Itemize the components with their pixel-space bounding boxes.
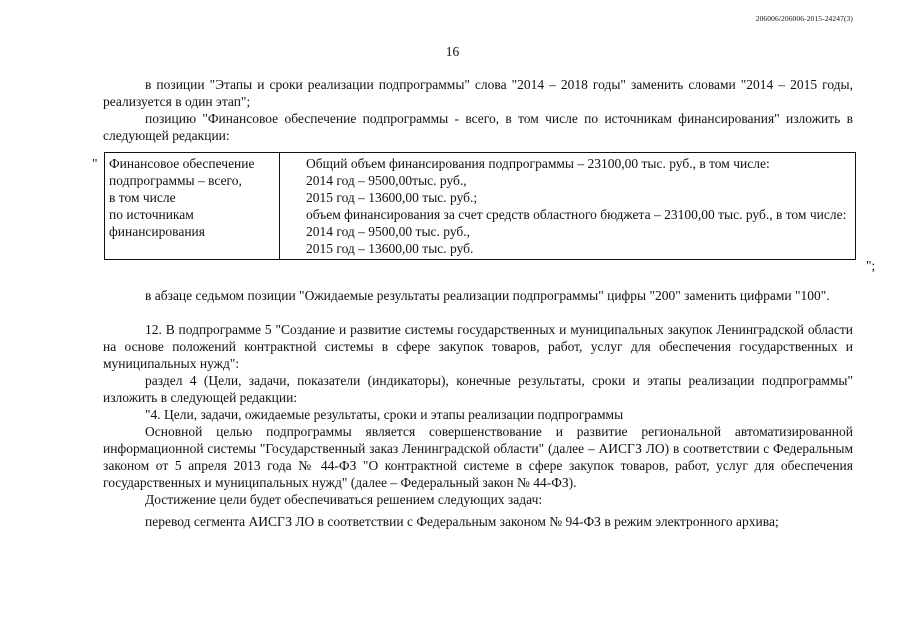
label-line: в том числе xyxy=(109,190,176,205)
value-line: 2015 год – 13600,00 тыс. руб.; xyxy=(306,190,478,205)
table-cell-value xyxy=(280,153,856,260)
paragraph-task-1 xyxy=(103,513,853,530)
document-id: 206006/206006-2015-24247(3) xyxy=(755,14,853,23)
paragraph-text: Достижение цели будет обеспечиваться решением следующих задач: xyxy=(145,492,543,507)
paragraph-stages xyxy=(103,76,853,110)
financing-table xyxy=(104,152,856,260)
label-line: финансирования xyxy=(109,224,205,239)
paragraph-text: 12. В подпрограмме 5 "Создание и развитие системы государственных и муниципальных закупок Ленинградской области на основе положений контрактной системы в сфере закупок товаров, работ, услуг для обеспечения государственных и муниципальных нужд": xyxy=(103,322,853,371)
paragraph-text: Основной целью подпрограммы является совершенствование и развитие региональной автоматизированной информационной системы "Государственный заказ Ленинградской области" (далее – АИСГЗ ЛО) в соответствии с Федеральным законом от 5 апреля 2013 года № 44-ФЗ "О контрактной системе в сфере закупок товаров, работ, услуг для обеспечения государственных и муниципальных нужд" (далее – Федеральный закон № 44-ФЗ). xyxy=(103,424,853,490)
paragraph-text: в абзаце седьмом позиции "Ожидаемые результаты реализации подпрограммы" цифры "200" заменить цифрами "100". xyxy=(145,288,830,303)
opening-quote: " xyxy=(92,156,98,171)
closing-quote: "; xyxy=(866,258,876,273)
paragraph-text: позицию "Финансовое обеспечение подпрограммы - всего, в том числе по источникам финансирования" изложить в следующей редакции: xyxy=(103,111,853,143)
label-line: подпрограммы – всего, xyxy=(109,173,242,188)
table-row xyxy=(105,153,856,260)
paragraph-text: в позиции "Этапы и сроки реализации подпрограммы" слова "2014 – 2018 годы" заменить словами "2014 – 2015 годы, реализуется в один этап"; xyxy=(103,77,853,109)
paragraph-tasks-intro xyxy=(103,491,853,508)
label-line: по источникам xyxy=(109,207,194,222)
paragraph-section-4 xyxy=(103,372,853,406)
paragraph-main-goal xyxy=(103,423,853,491)
value-line: 2014 год – 9500,00 тыс. руб., xyxy=(306,224,471,239)
paragraph-expected-results xyxy=(103,287,853,304)
label-line: Финансовое обеспечение xyxy=(109,156,255,171)
heading-text: "4. Цели, задачи, ожидаемые результаты, сроки и этапы реализации подпрограммы xyxy=(145,407,624,422)
table-cell-label xyxy=(105,153,280,260)
value-line: Общий объем финансирования подпрограммы – 23100,00 тыс. руб., в том числе: xyxy=(306,156,770,171)
paragraph-text: раздел 4 (Цели, задачи, показатели (индикаторы), конечные результаты, сроки и этапы реализации подпрограммы" изложить в следующей редакции: xyxy=(103,373,853,405)
page-number: 16 xyxy=(445,44,460,59)
value-line: 2015 год – 13600,00 тыс. руб. xyxy=(306,241,474,256)
value-line: 2014 год – 9500,00тыс. руб., xyxy=(306,173,467,188)
paragraph-subprogram-5 xyxy=(103,321,853,372)
paragraph-text: перевод сегмента АИСГЗ ЛО в соответствии с Федеральным законом № 94-ФЗ в режим электронного архива; xyxy=(145,514,779,529)
section-heading xyxy=(103,406,853,423)
paragraph-financing-intro xyxy=(103,110,853,144)
value-line: объем финансирования за счет средств областного бюджета – 23100,00 тыс. руб., в том числе: xyxy=(306,207,847,222)
